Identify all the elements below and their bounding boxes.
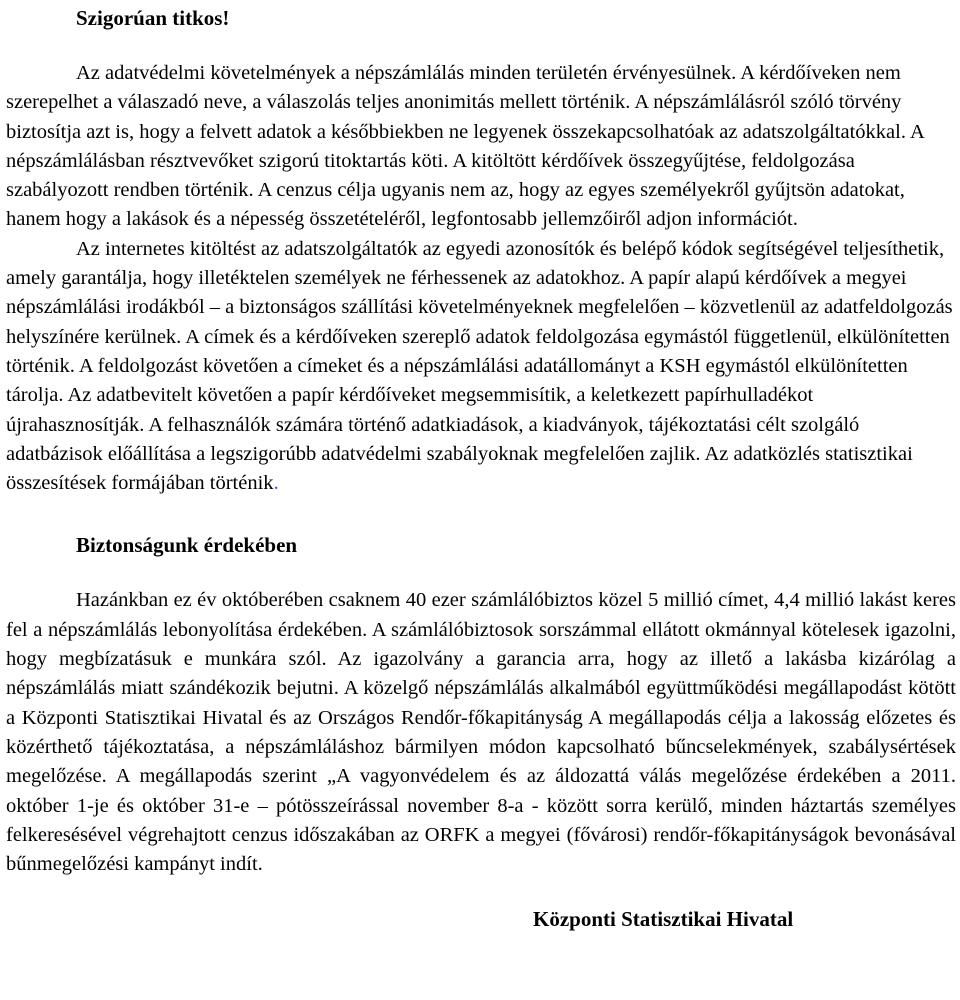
paragraph-end-period: . xyxy=(273,472,279,495)
paragraph-data-processing xyxy=(6,235,956,499)
paragraph-data-protection: Az adatvédelmi követelmények a népszámlálás minden területén érvényesülnek. A kérdőíveken nem szerepelhet a válaszadó neve, a válaszolás teljes anonimitás mellett történik. A népszámlálásról szóló törvény biztosítja azt is, hogy a felvett adatok a későbbiekben ne legyenek összekapcsolhatóak az adatszolgáltatókkal. A népszámlálásban résztvevőket szigorú titoktartás köti. A kitöltött kérdőívek összegyűjtése, feldolgozása szabályozott rendben történik. A cenzus célja ugyanis nem az, hogy az egyes személyekről gyűjtsön adatokat, hanem hogy a lakások és a népesség összetételéről, legfontosabb jellemzőiről adjon információt. xyxy=(6,62,924,231)
signature-ksh: Központi Statisztikai Hivatal xyxy=(533,907,794,932)
heading-strictly-confidential: Szigorúan titkos! xyxy=(76,6,230,30)
paragraph-census-security: Hazánkban ez év októberében csaknem 40 ezer számlálóbiztos közel 5 millió címet, 4,4 millió lakást keres fel a népszámlálás lebonyolítása érdekében. A számlálóbiztosok sorszámmal ellátott okmánnyal kötelesek igazolni, hogy megbízatásuk e munkára szól. Az igazolvány a garancia arra, hogy az illető a lakásba kizárólag a népszámlálás miatt szándékozik bejutni. A közelgő népszámlálás alkalmából együttműködési megállapodást kötött a Központi Statisztikai Hivatal és az Országos Rendőr-főkapitányság A megállapodás célja a lakosság előzetes és közérthető tájékoztatása, a népszámláláshoz bármilyen módon kapcsolható bűncselekmények, szabálysértések megelőzése. A megállapodás szerint „A vagyonvédelem és az áldozattá válás megelőzése érdekében a 2011. október 1-je és október 31-e – pótösszeírással november 8-a - között sorra kerülő, minden háztartás személyes felkeresésével végrehajtott cenzus időszakában az ORFK a megyei (fővárosi) rendőr-főkapitányságok bevonásával bűnmegelőzési kampányt indít. xyxy=(6,589,956,876)
heading-for-our-safety: Biztonságunk érdekében xyxy=(76,533,298,558)
paragraph-data-processing-text: Az internetes kitöltést az adatszolgáltatók az egyedi azonosítók és belépő kódok segítségével teljesíthetik, amely garantálja, hogy illetéktelen személyek ne férhessenek az adatokhoz. A papír alapú kérdőívek a megyei népszámlálási irodákból – a biztonságos szállítási követelményeknek megfelelően – közvetlenül az adatfeldolgozás helyszínére kerülnek. A címek és a kérdőíveken szereplő adatok feldolgozása egymástól függetlenül, elkülönítetten történik. A feldolgozást követően a címeket és a népszámlálási adatállományt a KSH egymástól elkülönítetten tárolja. Az adatbevitelt követően a papír kérdőíveket megsemmisítik, a keletkezett papírhulladékot újrahasznosítják. A felhasználók számára történő adatkiadások, a kiadványok, tájékoztatási célt szolgáló adatbázisok előállítása a legszigorúbb adatvédelmi szabályoknak megfelelően zajlik. Az adatközlés statisztikai összesítések formájában történik xyxy=(6,237,953,495)
document-page xyxy=(6,0,956,933)
